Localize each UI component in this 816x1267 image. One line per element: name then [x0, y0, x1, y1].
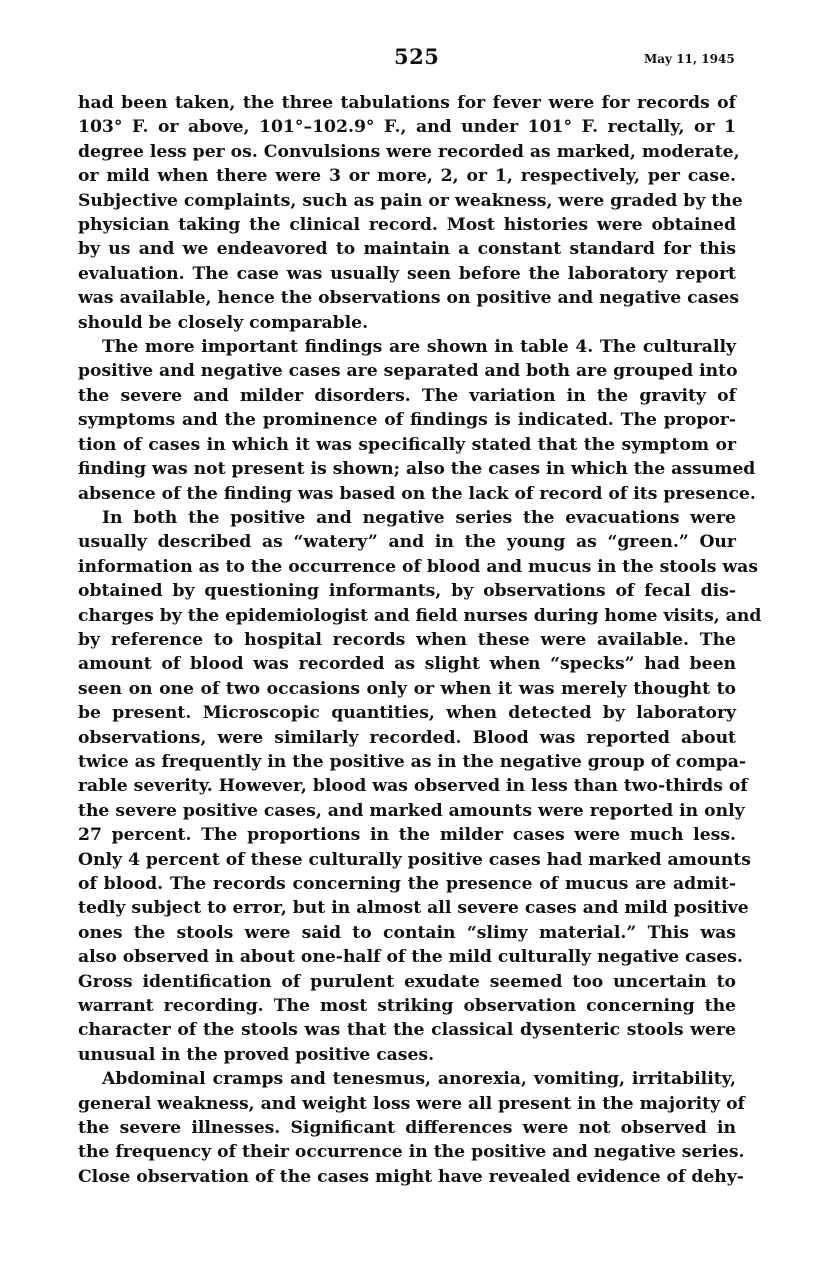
text-line: Only 4 percent of these culturally positive cases had marked amounts [78, 849, 751, 870]
text-line: was available, hence the observations on positive and negative cases [78, 288, 740, 309]
text-line: also observed in about one-half of the mild culturally negative cases. [78, 947, 743, 968]
text-line: Gross identification of purulent exudate seemed too uncertain to [78, 971, 736, 992]
text-line: ones the stools were said to contain “slimy material.” This was [78, 922, 736, 943]
text-line: the frequency of their occurrence in the positive and negative series. [78, 1142, 745, 1163]
text-line: symptoms and the prominence of findings is indicated. The propor- [78, 410, 736, 431]
text-line: 27 percent. The proportions in the milder cases were much less. [78, 825, 736, 846]
text-line: had been taken, the three tabulations for fever were for records of [78, 93, 736, 113]
paragraph-2 [78, 335, 756, 506]
text-line: by us and we endeavored to maintain a constant standard for this [78, 239, 736, 260]
text-line: physician taking the clinical record. Most histories were obtained [78, 215, 736, 236]
text-line: unusual in the proved positive cases. [78, 1044, 435, 1065]
text-line: the severe illnesses. Significant differences were not observed in [78, 1118, 736, 1139]
paragraph-3 [78, 506, 762, 1067]
text-line: Close observation of the cases might have revealed evidence of dehy- [78, 1166, 744, 1187]
text-line: Abdominal cramps and tenesmus, anorexia, vomiting, irritability, [102, 1069, 736, 1090]
text-line: degree less per os. Convulsions were recorded as marked, moderate, [78, 141, 740, 162]
text-line: seen on one of two occasions only or when it was merely thought to [78, 678, 736, 699]
text-line: observations, were similarly recorded. Blood was reported about [78, 727, 736, 748]
text-line: be present. Microscopic quantities, when detected by laboratory [78, 703, 736, 724]
text-line: The more important findings are shown in table 4. The culturally [102, 337, 736, 358]
paragraph-4 [78, 1067, 745, 1189]
text-line: In both the positive and negative series the evacuations were [102, 507, 736, 528]
text-line: character of the stools was that the classical dysenteric stools were [78, 1020, 736, 1041]
text-line: twice as frequently in the positive as in the negative group of compa- [78, 751, 747, 772]
text-line: charges by the epidemiologist and field nurses during home visits, and [78, 605, 762, 626]
text-line: usually described as “watery” and in the young as “green.” Our [78, 532, 736, 553]
text-line: should be closely comparable. [78, 312, 369, 333]
text-line: positive and negative cases are separated and both are grouped into [78, 361, 738, 382]
text-line: finding was not present is shown; also the cases in which the assumed [78, 459, 756, 480]
text-line: Subjective complaints, such as pain or weakness, were graded by the [78, 190, 743, 211]
text-line: absence of the finding was based on the lack of record of its presence. [78, 483, 756, 504]
text-line: tedly subject to error, but in almost all severe cases and mild positive [78, 898, 749, 919]
text-line: by reference to hospital records when these were available. The [78, 629, 736, 650]
text-line: rable severity. However, blood was observed in less than two-thirds of [78, 776, 748, 797]
page-number: 525 [394, 44, 440, 69]
body-text [78, 91, 762, 1189]
text-line: or mild when there were 3 or more, 2, or 1, respectively, per case. [78, 166, 736, 187]
page-date: May 11, 1945 [644, 52, 735, 66]
text-line: information as to the occurrence of blood and mucus in the stools was [78, 556, 758, 577]
text-line: the severe positive cases, and marked amounts were reported in only [78, 800, 745, 821]
text-line: 103° F. or above, 101°–102.9° F., and under 101° F. rectally, or 1 [78, 117, 736, 138]
text-line: the severe and milder disorders. The variation in the gravity of [78, 385, 736, 406]
text-line: tion of cases in which it was specifically stated that the symptom or [78, 434, 736, 455]
text-line: of blood. The records concerning the presence of mucus are admit- [78, 874, 736, 894]
text-line: general weakness, and weight loss were all present in the majority of [78, 1093, 745, 1114]
text-line: warrant recording. The most striking observation concerning the [78, 996, 736, 1017]
text-line: obtained by questioning informants, by observations of fecal dis- [78, 581, 736, 602]
text-line: amount of blood was recorded as slight when “specks” had been [78, 654, 736, 675]
paragraph-1 [78, 91, 743, 335]
text-line: evaluation. The case was usually seen before the laboratory report [78, 263, 736, 284]
